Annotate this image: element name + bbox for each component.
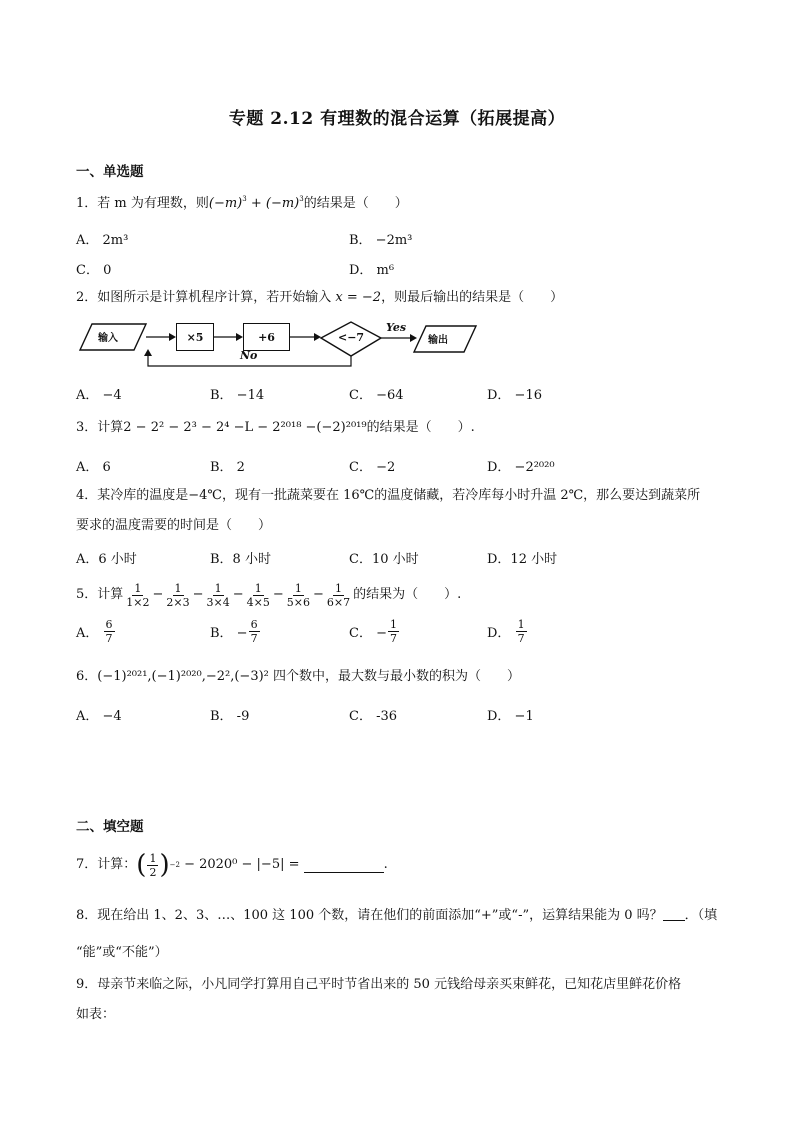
question-5-post: 的结果为（ ）. (353, 587, 462, 602)
q5-frac-1: $\frac{1}{1\times 2}$ (126, 581, 150, 609)
q1-option-d[interactable]: D． m⁶ (349, 263, 395, 278)
q8-answer-blank[interactable] (663, 906, 685, 921)
q6-option-a[interactable]: A． −4 (76, 709, 122, 724)
page-title: 专题 2.12 有理数的混合运算（拓展提高） (228, 109, 566, 129)
q2-option-d[interactable]: D． −16 (487, 388, 542, 403)
q5-frac-5: $\frac{1}{5\times 6}$ (286, 581, 310, 609)
question-3-expression: 2 − 2² − 2³ − 2⁴ −L − 2²⁰¹⁸ −(−2)²⁰¹⁹ (123, 420, 367, 435)
q2-option-c[interactable]: C． −64 (349, 388, 404, 403)
q3-option-d[interactable]: D． −2²⁰²⁰ (487, 460, 555, 475)
question-9-line-1: 9．母亲节来临之际，小凡同学打算用自己平时节省出来的 50 元钱给母亲买束鲜花，已知花店里鲜花价格 (76, 977, 682, 992)
q1-option-a[interactable]: A． 2m³ (76, 233, 129, 248)
flow-yes-label: Yes (386, 321, 407, 334)
question-6: 6．(−1)²⁰²¹,(−1)²⁰²⁰,−2²,(−3)² 四个数中，最大数与最小数的积为（ ） (76, 669, 520, 684)
q2-option-a[interactable]: A． −4 (76, 388, 122, 403)
q3-option-a[interactable]: A． 6 (76, 460, 111, 475)
question-3 (76, 418, 726, 438)
q7-answer-blank[interactable] (304, 858, 384, 873)
q4-option-d[interactable]: D．12 小时 (487, 552, 558, 567)
question-1-pre: 1．若 m 为有理数，则 (76, 196, 209, 211)
q5-option-c[interactable]: C． − $\frac{1}{7}$ (349, 618, 397, 645)
q4-option-a[interactable]: A．6 小时 (76, 552, 137, 567)
q2-option-b[interactable]: B． −14 (210, 388, 265, 403)
q1-option-b[interactable]: B． −2m³ (349, 233, 413, 248)
question-1: 1．若 m 为有理数，则$(-m)^3 + (-m)^3$的结果是（ ） (76, 195, 408, 211)
flow-output-label: 输出 (428, 335, 448, 346)
question-2-pre: 2．如图所示是计算机程序计算，若开始输入 (76, 290, 332, 305)
question-4-line-1: 4．某冷库的温度是−4℃，现有一批蔬菜要在 16℃的温度储藏，若冷库每小时升温 2℃，那么要达到蔬菜所 (76, 488, 701, 503)
question-8-line-2: “能”或“不能”） (76, 945, 168, 960)
q6-option-b[interactable]: B． -9 (210, 709, 250, 724)
q3-option-c[interactable]: C． −2 (349, 460, 396, 475)
q6-option-d[interactable]: D． −1 (487, 709, 534, 724)
question-7: 7．计算： ( $\frac{1}{2}$ ) −2 − 2020⁰ − |−5| = . (76, 850, 388, 880)
question-8-text-end: ．（填 (684, 908, 718, 923)
question-3-post: 的结果是（ ）. (366, 420, 475, 435)
question-1-post: 的结果是（ ） (303, 196, 408, 211)
q5-frac-4: $\frac{1}{4\times 5}$ (246, 581, 270, 609)
q6-option-c[interactable]: C． -36 (349, 709, 398, 724)
q4-option-c[interactable]: C．10 小时 (349, 552, 419, 567)
flow-step-times5: ×5 (176, 323, 214, 351)
flow-step-plus6: +6 (243, 323, 290, 351)
question-7-expression: − 2020⁰ − |−5| = (184, 857, 300, 872)
question-8-text: 8．现在给出 1、2、3、…、100 这 100 个数，请在他们的前面添加“+”或“-”，运算结果能为 0 吗？ (76, 908, 663, 923)
question-4-line-2: 要求的温度需要的时间是（ ） (76, 518, 272, 533)
q5-frac-3: $\frac{1}{3\times 4}$ (206, 581, 230, 609)
question-8-line-1 (76, 906, 726, 926)
q5-option-d[interactable]: D． $\frac{1}{7}$ (487, 618, 525, 645)
q5-option-b[interactable]: B． − $\frac{6}{7}$ (210, 618, 258, 645)
question-2-input-value: x = −2 (335, 290, 382, 305)
flow-no-label: No (240, 349, 258, 362)
question-2 (76, 288, 726, 308)
q5-option-a[interactable]: A． $\frac{6}{7}$ (76, 618, 113, 645)
question-3-pre: 3．计算 (76, 420, 124, 435)
q4-option-b[interactable]: B．8 小时 (210, 552, 271, 567)
q5-frac-2: $\frac{1}{2\times 3}$ (166, 581, 190, 609)
section-heading-fill-in: 二、填空题 (76, 819, 144, 835)
flow-input-label: 输入 (98, 333, 118, 344)
question-7-pre: 7．计算： (76, 857, 137, 872)
question-9-line-2: 如表： (76, 1007, 116, 1022)
flow-condition-label: <−7 (338, 331, 365, 344)
q5-frac-6: $\frac{1}{6\times 7}$ (326, 581, 351, 609)
q1-option-c[interactable]: C． 0 (76, 263, 112, 278)
question-2-post: ，则最后输出的结果是（ ） (381, 290, 564, 305)
question-5-pre: 5．计算 (76, 587, 124, 602)
q3-option-b[interactable]: B． 2 (210, 460, 245, 475)
section-heading-single-choice: 一、单选题 (76, 164, 144, 180)
program-flowchart (76, 318, 486, 370)
question-5: 5．计算 $\frac{1}{1\times 2}$ − $\frac{1}{2\times 3}$ − $\frac{1}{3\times 4}$ − $\frac{1}{4\times 5}$ − $\frac{1}{5\times 6}$ − $\frac{1}{6\times 7}$ 的结果为（ ）. (76, 581, 462, 609)
